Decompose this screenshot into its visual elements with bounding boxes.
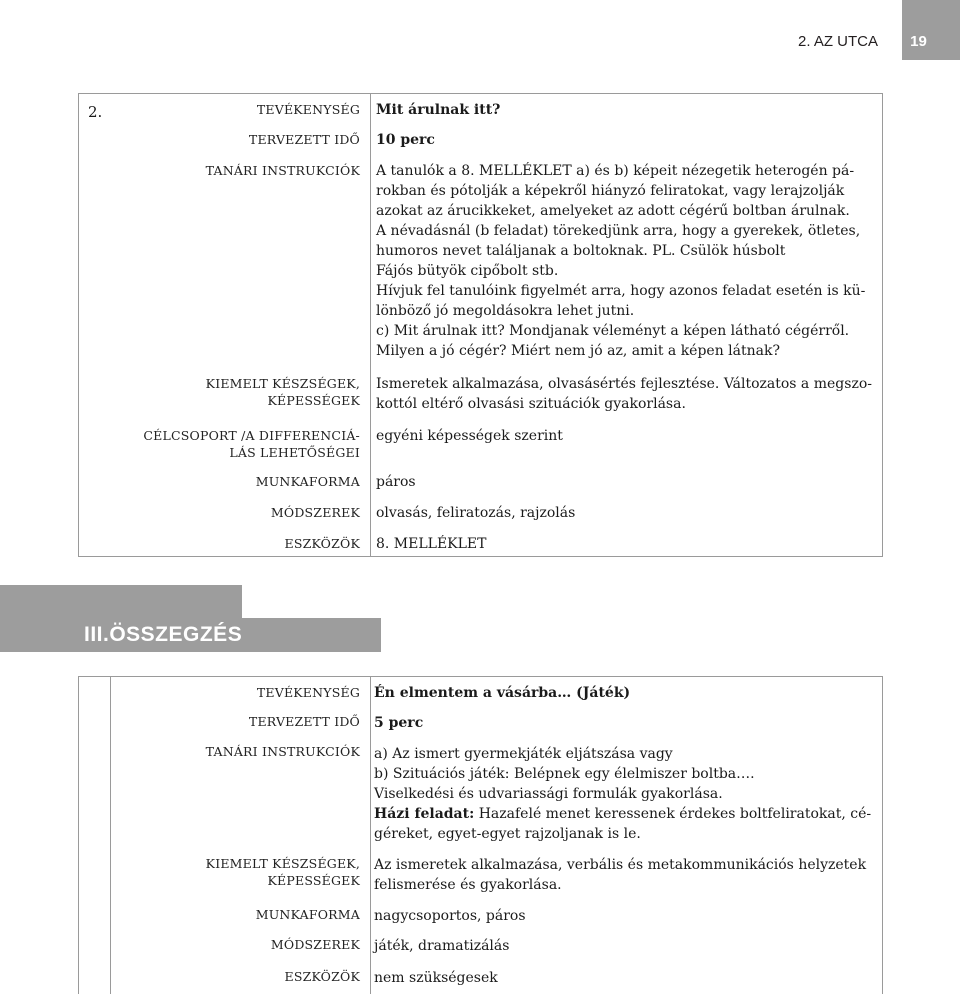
planned-time-value: 10 perc — [376, 132, 435, 148]
instructions-line: azokat az árucikkeket, amelyeket az adott cégérű boltban árulnak. — [376, 203, 850, 219]
methods-value: olvasás, feliratozás, rajzolás — [376, 505, 576, 521]
target-group-value: egyéni képességek szerint — [376, 428, 563, 444]
instructions-text — [374, 744, 871, 844]
instructions-text — [376, 161, 865, 361]
activity-title: Én elmentem a vásárba… (Játék) — [374, 685, 631, 701]
chapter-title: 2. AZ UTCA — [798, 33, 879, 50]
planned-time-value: 5 perc — [374, 715, 424, 731]
instructions-line: b) Szituációs játék: Belépnek egy élelmiszer boltba…. — [374, 766, 755, 782]
label-activity: TEVÉKENYSÉG — [256, 685, 360, 700]
activity-number: 2. — [88, 103, 103, 121]
tools-value: 8. MELLÉKLET — [376, 536, 487, 552]
instructions-line: Viselkedési és udvariassági formulák gyakorlása. — [374, 786, 723, 802]
work-form-value: páros — [376, 474, 416, 490]
instructions-line: c) Mit árulnak itt? Mondjanak véleményt a képen látható cégérről. — [376, 323, 850, 339]
label-work-form: MUNKAFORMA — [255, 907, 360, 922]
work-form-value: nagycsoportos, páros — [374, 908, 526, 924]
label-planned-time: TERVEZETT IDŐ — [248, 714, 360, 729]
label-skills-line1: KIEMELT KÉSZSÉGEK, — [205, 856, 360, 871]
instructions-line: Hívjuk fel tanulóink figyelmét arra, hogy azonos feladat esetén is kü- — [376, 283, 866, 299]
instructions-line: humoros nevet találjanak a boltoknak. PL. Csülök húsbolt — [376, 243, 786, 259]
instructions-line: lönböző jó megoldásokra lehet jutni. — [376, 303, 635, 319]
label-teacher-instructions: TANÁRI INSTRUKCIÓK — [205, 163, 360, 178]
skills-line: Az ismeretek alkalmazása, verbális és metakommunikációs helyzetek — [374, 857, 867, 873]
label-planned-time: TERVEZETT IDŐ — [248, 132, 360, 147]
instructions-line: A névadásnál (b feladat) törekedjünk arra, hogy a gyerekek, ötletes, — [376, 223, 861, 239]
label-tools: ESZKÖZÖK — [284, 536, 360, 551]
label-teacher-instructions: TANÁRI INSTRUKCIÓK — [205, 744, 360, 759]
skills-line: kottól eltérő olvasási szituációk gyakorlása. — [376, 396, 686, 412]
label-skills-line2: KÉPESSÉGEK — [267, 873, 360, 888]
skills-text — [376, 374, 872, 414]
activity-2-table — [78, 93, 883, 557]
label-target-line1: CÉLCSOPORT /A DIFFERENCIÁ- — [143, 428, 360, 443]
instructions-line: a) Az ismert gyermekjáték eljátszása vagy — [374, 746, 673, 762]
label-target-line2: LÁS LEHETŐSÉGEI — [229, 445, 360, 460]
section-bar-top — [0, 585, 242, 620]
skills-line: felismerése és gyakorlása. — [374, 877, 562, 893]
label-skills-line2: KÉPESSÉGEK — [267, 393, 360, 408]
activity-title: Mit árulnak itt? — [376, 102, 501, 118]
page-number-box — [902, 0, 960, 60]
label-skills-line1: KIEMELT KÉSZSÉGEK, — [205, 376, 360, 391]
instructions-line: Milyen a jó cégér? Miért nem jó az, amit a képen látnak? — [376, 343, 780, 359]
instructions-line: A tanulók a 8. MELLÉKLET a) és b) képeit nézegetik heterogén pá- — [376, 163, 855, 179]
label-methods: MÓDSZEREK — [270, 937, 360, 952]
instructions-line — [374, 804, 871, 824]
methods-value: játék, dramatizálás — [374, 938, 510, 954]
tools-value: nem szükségesek — [374, 970, 498, 986]
skills-text — [374, 855, 866, 895]
section-title: III.ÖSSZEGZÉS — [84, 623, 243, 646]
page-number: 19 — [910, 33, 927, 50]
label-work-form: MUNKAFORMA — [255, 474, 360, 489]
skills-line: Ismeretek alkalmazása, olvasásértés fejlesztése. Változatos a megszo- — [376, 376, 872, 392]
homework-label: Házi feladat: — [374, 806, 475, 822]
instructions-line: rokban és pótolják a képekről hiányzó feliratokat, vagy lerajzolják — [376, 183, 845, 199]
instructions-line: géreket, egyet-egyet rajzoljanak is le. — [374, 826, 641, 842]
instructions-line: Fájós bütyök cipőbolt stb. — [376, 263, 559, 279]
label-activity: TEVÉKENYSÉG — [256, 102, 360, 117]
summary-table — [78, 676, 883, 994]
homework-text: Hazafelé menet keressenek érdekes boltfeliratokat, cé- — [474, 806, 872, 822]
label-tools: ESZKÖZÖK — [284, 969, 360, 984]
label-methods: MÓDSZEREK — [270, 505, 360, 520]
